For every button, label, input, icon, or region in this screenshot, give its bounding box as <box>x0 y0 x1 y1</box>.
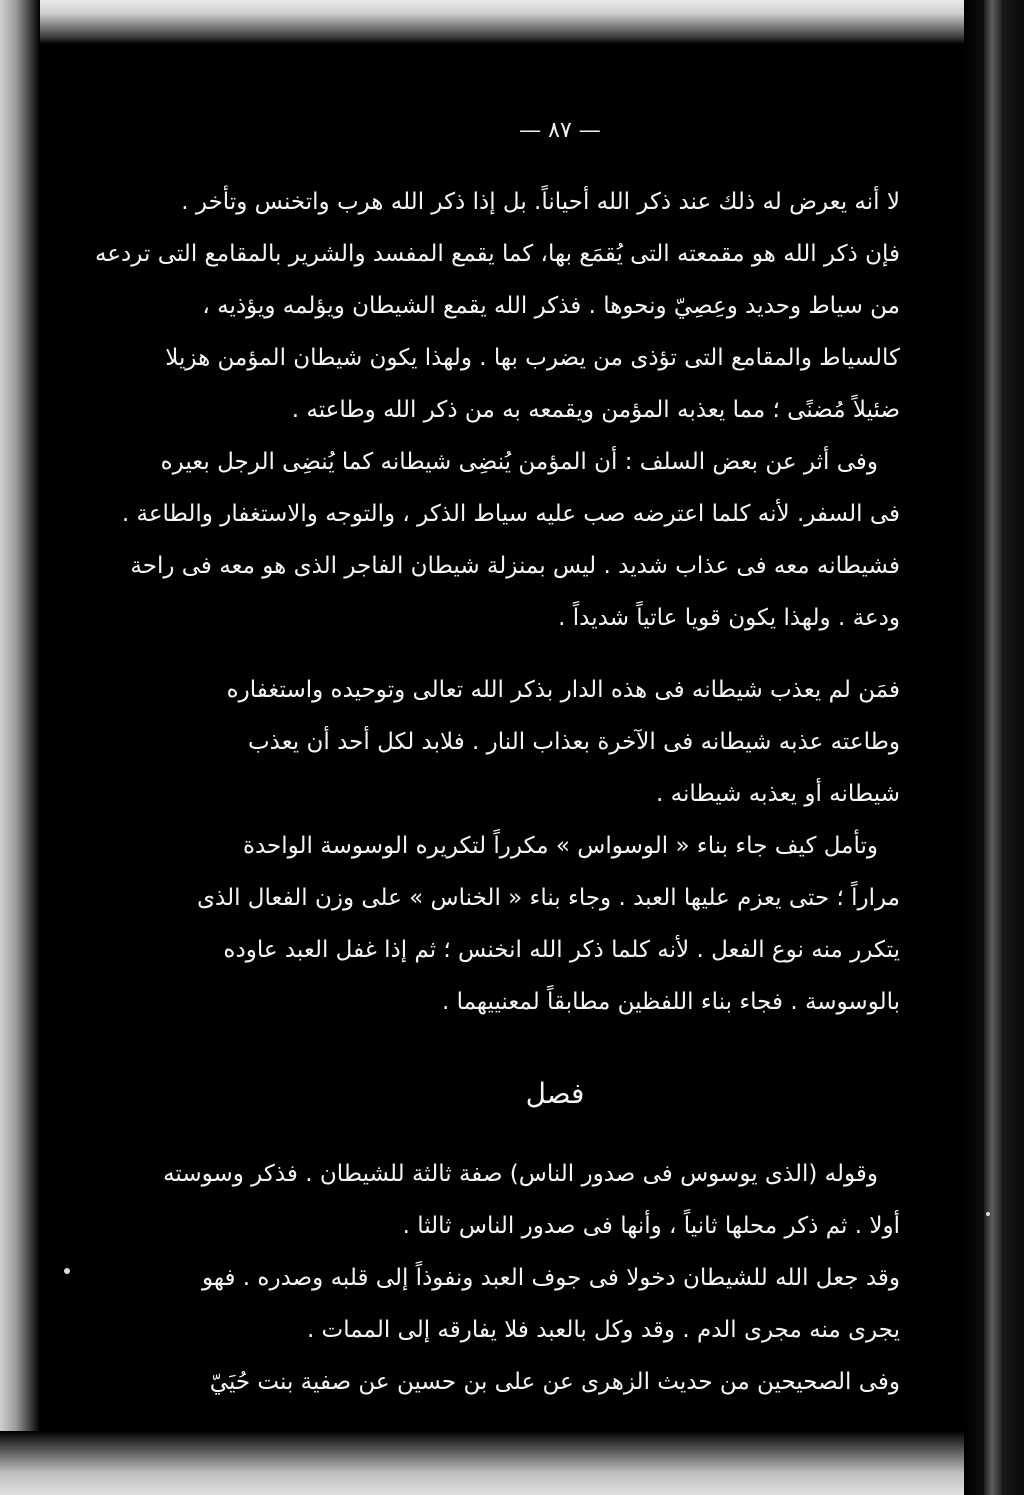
scan-speck <box>64 1268 70 1274</box>
text-line: فمَن لم يعذب شيطانه فى هذه الدار بذكر الله تعالى وتوحيده واستغفاره <box>226 677 900 703</box>
text-line: فشيطانه معه فى عذاب شديد . ليس بمنزلة شيطان الفاجر الذى هو معه فى راحة <box>130 553 900 579</box>
paragraph <box>121 436 900 644</box>
text-line: شيطانه أو يعذبه شيطانه . <box>656 781 900 807</box>
section-heading: فصل <box>525 1077 585 1110</box>
text-line: يتكرر منه نوع الفعل . لأنه كلما ذكر الله انخنس ؛ ثم إذا غفل العبد عاوده <box>223 937 900 963</box>
scan-border-left <box>0 0 40 1495</box>
text-line: وطاعته عذبه شيطانه فى الآخرة بعذاب النار . فلابد لكل أحد أن يعذب <box>247 729 900 755</box>
scan-border-bottom <box>0 1431 1024 1495</box>
text-line: وفى الصحيحين من حديث الزهرى عن على بن حسين عن صفية بنت حُيَيّ <box>209 1369 900 1395</box>
text-line: يجرى منه مجرى الدم . وقد وكل بالعبد فلا يفارقه إلى الممات . <box>306 1317 900 1343</box>
text-line: ضئيلاً مُضنًى ؛ مما يعذبه المؤمن ويقمعه به من ذكر الله وطاعته . <box>291 397 900 423</box>
paragraph <box>210 664 900 820</box>
text-line: وقد جعل الله للشيطان دخولا فى جوف العبد ونفوذاً إلى قلبه وصدره . فهو <box>202 1265 900 1291</box>
paragraph <box>163 1148 900 1408</box>
text-line: لا أنه يعرض له ذلك عند ذكر الله أحياناً. بل إذا ذكر الله هرب واتخنس وتأخر . <box>181 189 900 215</box>
text-line: وتأمل كيف جاء بناء « الوسواس » مكرراً لتكريره الوسوسة الواحدة <box>242 833 878 859</box>
text-line: وفى أثر عن بعض السلف : أن المؤمن يُنضِى شيطانه كما يُنضِى الرجل بعيره <box>160 449 878 475</box>
body-text <box>95 176 900 1408</box>
text-line: ودعة . ولهذا يكون قويا عاتياً شديداً . <box>558 605 900 631</box>
text-line: وقوله (الذى يوسوس فى صدور الناس) صفة ثالثة للشيطان . فذكر وسوسته <box>163 1161 878 1187</box>
text-line: فى السفر. لأنه كلما اعترضه صب عليه سياط الذكر ، والتوجه والاستغفار والطاعة . <box>121 501 900 527</box>
scan-border-top <box>0 0 1024 44</box>
text-line: من سياط وحديد وعِصِيّ ونحوها . فذكر الله يقمع الشيطان ويؤلمه ويؤذيه ، <box>202 293 900 319</box>
page-number: — ٨٧ — <box>519 118 601 143</box>
paragraph <box>197 820 900 1028</box>
text-line: بالوسوسة . فجاء بناء اللفظين مطابقاً لمعنييهما . <box>441 989 900 1015</box>
text-line: كالسياط والمقامع التى تؤذى من يضرب بها . ولهذا يكون شيطان المؤمن هزيلا <box>165 345 900 371</box>
text-line: مراراً ؛ حتى يعزم عليها العبد . وجاء بناء « الخناس » على وزن الفعال الذى <box>197 885 900 911</box>
text-line: أولا . ثم ذكر محلها ثانياً ، وأنها فى صدور الناس ثالثا . <box>402 1213 900 1239</box>
scan-speck <box>986 1212 990 1216</box>
paragraph <box>95 176 900 436</box>
binding-stripe <box>984 0 1002 1495</box>
paragraph-gap <box>210 644 900 664</box>
text-line: فإن ذكر الله هو مقمعته التى يُقمَع بها، كما يقمع المفسد والشرير بالمقامع التى تردعه <box>95 241 900 267</box>
